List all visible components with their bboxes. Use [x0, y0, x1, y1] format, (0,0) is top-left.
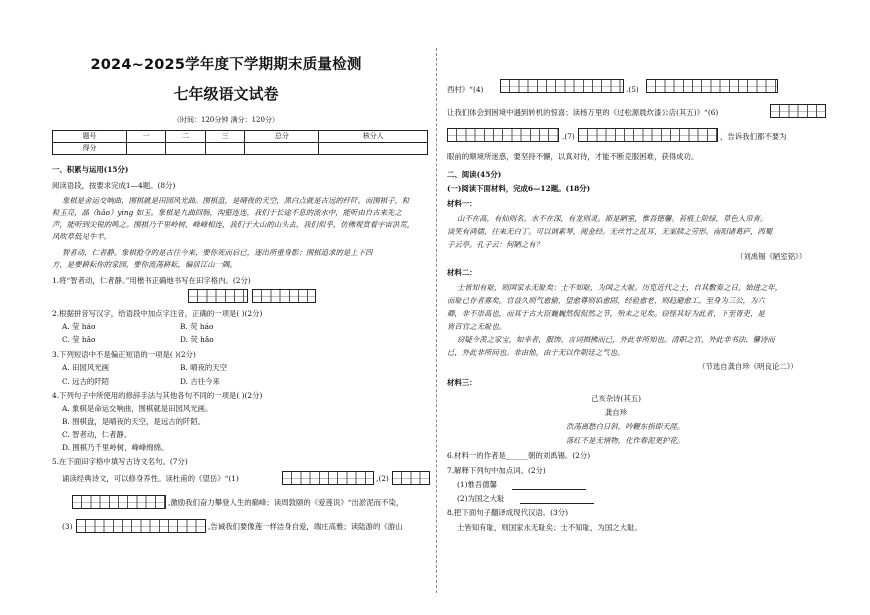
material-line: 而耻已存者寡矣。官益久则气愈偷，望愈尊则谄愈固，经验愈老，则趋避愈工。至身为三公，为六 [447, 296, 765, 305]
tianzige-answer-grid[interactable] [72, 495, 166, 509]
option-b[interactable]: B. 围棋盘，是晴夜的天空，是远古的阡陌。 [62, 417, 206, 426]
tianzige-answer-grid[interactable] [447, 128, 559, 142]
q5-cont-label: 西村》“(4) [447, 85, 484, 94]
tianzige-answer-grid[interactable] [646, 79, 778, 93]
tianzige-answer-grid[interactable] [188, 289, 248, 303]
score-input-cell[interactable] [319, 143, 428, 155]
passage-line: 风吹草低见牛羊。 [52, 232, 112, 241]
tianzige-answer-grid[interactable] [282, 471, 374, 485]
material-line: 已，外此非所问也。非由他，由于无以作朝廷之气也。 [447, 348, 625, 357]
material-line: 士皆知有耻，则国家永无耻矣；士不知耻，为国之大耻。历览近代之士，自其敷奏之日，始进之年， [457, 283, 783, 292]
q5-line1-text: 诵读经典诗文，可以修身养性。读杜甫的《望岳》“(1) [62, 474, 239, 483]
material-line: 卿，非不崇高也，而其于古大臣巍巍然侃侃然之节，殆未之见矣。窃怪其好为此者，下至胥吏，是 [447, 309, 765, 318]
option-a[interactable]: A. 田园风光画 [62, 363, 109, 372]
passage-line: 象棋是舍运交响曲，围棋就是田园风光曲。围棋盘，是晴夜的天空，黑白点就是古远的纤阡。而围棋子，粒 [62, 196, 410, 205]
passage-line: 粒玉亮，晶（hǎo）ying 如玉。象棋是九曲回肠，沟壑连连，我们于长途不息的流水中，能听由自古来先之 [52, 208, 402, 217]
question-2: 2.根据拼音写汉字，给语段中加点字注音，正确的一项是( )(2分) [52, 309, 263, 318]
passage-line: 智者动，仁者静。象棋抢夺的是古往今来，要你死而后已，逐出所重身影；围棋追求的是上下四 [62, 248, 373, 257]
section1-heading: 一、积累与运用(15分) [52, 165, 129, 174]
question-5: 5.在下面田字格中填写古诗文名句。(7分) [52, 457, 188, 466]
material2-label: 材料二： [447, 268, 477, 277]
question-4: 4.下列句子中所使用的修辞手法与其他各句不同的一项是( )(2分) [52, 391, 263, 400]
material-line: 谈笑有鸿儒，往来无白丁。可以调素琴，阅金经。无丝竹之乱耳，无案牍之劳形。南阳诸葛庐，西蜀 [447, 227, 773, 236]
score-cell: 一 [127, 131, 166, 143]
material-line: 皆百官之无耻也。 [447, 322, 507, 331]
option-a[interactable]: A. 莹 háo [62, 322, 96, 331]
option-c[interactable]: C. 远古的阡陌 [62, 377, 110, 386]
section1-intro: 阅读语段，按要求完成1—4题。(8分) [52, 181, 176, 190]
question-8: 8.把下面句子翻译成现代汉语。(3分) [447, 508, 568, 517]
question-7: 7.解释下列句中加点词。(2分) [447, 466, 546, 475]
q5-line1-sep: ,(2) [376, 474, 389, 483]
passage-line: 声，能听到尖锐的鸣之。围棋乃千里岭树，峰峰相连，我们于大山的山头去，我们似乎，仿佛观赏着宇宙洪荒， [52, 220, 415, 229]
tianzige-answer-grid[interactable] [500, 79, 624, 93]
material-line: 山不在高，有仙则名。水不在深，有龙则灵。斯是陋室，惟吾德馨。苔痕上阶绿，草色入帘青。 [457, 214, 768, 223]
q5-line2-text: ,激励我们奋力攀登人生的巅峰；读周敦颐的《爱莲说》“出淤泥而不染， [168, 498, 404, 507]
tianzige-answer-grid[interactable] [578, 128, 718, 142]
q5-line3-label: (3) [62, 522, 73, 531]
material-line: 窃疑今羡之家宝，如幸者，服饰、言词揖拂而已，外此非所知也。清职之官，外此非书法、馨诗而 [457, 335, 775, 344]
option-c[interactable]: C. 智者动，仁者静。 [62, 430, 132, 439]
poem-author: 龚自珍 [604, 408, 628, 417]
column-divider [436, 48, 437, 593]
score-input-cell[interactable] [127, 143, 166, 155]
option-c[interactable]: C. 莹 hǎo [62, 335, 96, 344]
material1-source: （刘禹锡《陋室铭》） [736, 252, 807, 261]
score-input-cell[interactable] [205, 143, 244, 155]
q7-answer-line[interactable] [520, 494, 594, 504]
poem-line: 落红不是无情物，化作春泥更护花。 [566, 436, 685, 445]
option-d[interactable]: D. 古往今来 [180, 377, 220, 386]
tianzige-answer-grid[interactable] [252, 289, 316, 303]
material2-source: （节选自龚自珍《明良论二》） [698, 362, 798, 371]
score-cell: 总分 [245, 131, 319, 143]
q8-sentence: 士皆知有耻，则国家永无耻矣；士不知耻，为国之大耻。 [457, 523, 642, 532]
q7-answer-line[interactable] [512, 480, 586, 490]
score-cell: 核分人 [319, 131, 428, 143]
tianzige-answer-grid[interactable] [76, 519, 206, 533]
score-table-header-row [53, 131, 428, 143]
tianzige-answer-grid[interactable] [770, 104, 826, 118]
passage-line: 方，是要耕耘你的家园，要你流荡耕耘，偏居江山一隅。 [52, 260, 237, 269]
score-input-cell[interactable] [245, 143, 319, 155]
q7-item-1: (1)惟吾德馨 [457, 480, 498, 489]
tianzige-answer-grid[interactable] [392, 471, 430, 485]
option-d[interactable]: D. 荧 hǎo [180, 335, 214, 344]
option-d[interactable]: D. 围棋乃千里岭树，峰峰绵绵。 [62, 443, 169, 452]
q5-cont-text: 让我们体会到困境中遇到转机的惊喜；读杨万里的《过松源晨炊漆公店(其五)》“(6) [447, 108, 719, 117]
option-b[interactable]: B. 荧 háo [180, 322, 214, 331]
material3-label: 材料三： [447, 378, 477, 387]
exam-subtitle: 七年级语文试卷 [173, 85, 279, 103]
question-3: 3.下列短语中不是偏正短语的一项是( )(2分) [52, 350, 196, 359]
score-cell: 二 [166, 131, 205, 143]
q5-cont-text: 眼前的顺境所迷惑，要坚持不懈，以真对待，才能不断克服困难，获得成功。 [447, 152, 699, 161]
question-6: 6.材料一的作者是______朝的刘禹锡。(2分) [447, 451, 591, 460]
time-info: （时间：120分钟 满分：120分） [173, 116, 279, 124]
section2-subheading: (一)阅读下面材料，完成6—12题。(18分) [447, 184, 591, 193]
score-table-score-row [53, 143, 428, 155]
q5-line3-text: ,告诫我们要像莲一样洁身自爱，端庄高雅；读陆游的《游山 [208, 522, 403, 531]
poem-title: 己亥杂诗(其五) [590, 394, 642, 403]
question-1: 1.将“智者动，仁者静。”用楷书正确地书写在田字格内。(2分) [52, 276, 251, 285]
score-input-cell[interactable] [166, 143, 205, 155]
exam-title: 2024~2025学年度下学期期末质量检测 [90, 57, 362, 73]
score-table [52, 130, 428, 155]
q5-cont-text: ，告诉我们都不要为 [720, 132, 787, 141]
score-cell: 题号 [53, 131, 127, 143]
option-b[interactable]: B. 晴夜的天空 [180, 363, 228, 372]
material-line: 子云亭。孔子云：何陋之有？ [447, 240, 544, 249]
material1-label: 材料一： [447, 199, 477, 208]
q5-cont-sep: .(7) [562, 132, 575, 141]
q5-cont-sep: .(5) [626, 85, 639, 94]
option-a[interactable]: A. 象棋是命运交响曲，围棋就是田园风光画。 [62, 404, 213, 413]
score-cell: 得分 [53, 143, 127, 155]
poem-line: 浩荡离愁白日斜，吟鞭东指即天涯。 [566, 422, 685, 431]
section2-heading: 二、阅读(45分) [447, 170, 502, 179]
score-cell: 三 [205, 131, 244, 143]
q7-item-2: (2)为国之大耻 [457, 494, 505, 503]
